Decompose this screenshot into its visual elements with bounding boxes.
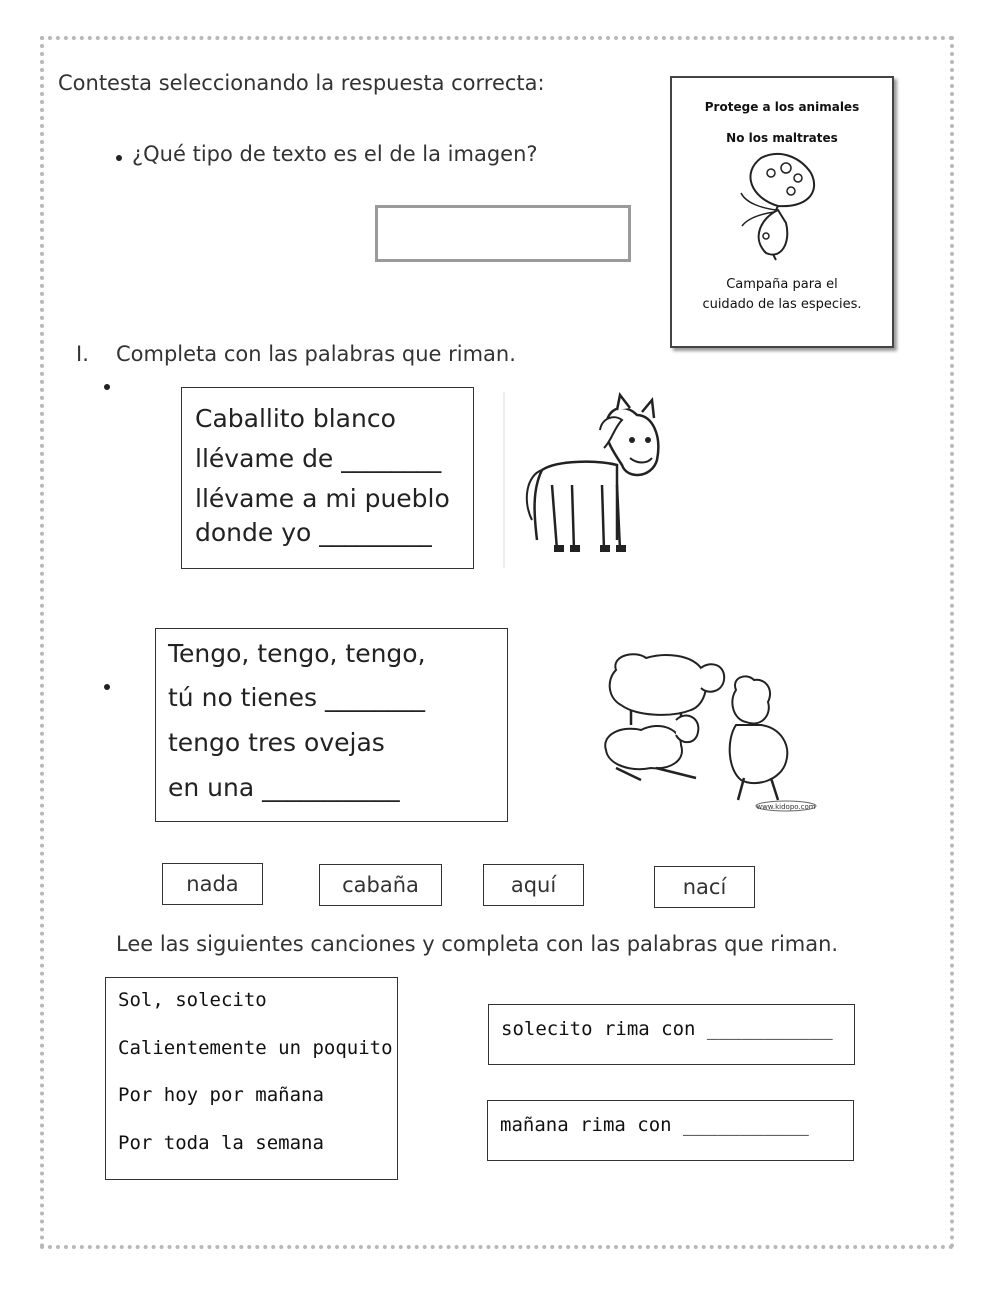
instructions: Contesta seleccionando la respuesta correcta: [58,71,545,95]
answer-dropdown[interactable] [375,205,631,262]
word-label: cabaña [342,873,419,897]
section-title: Completa con las palabras que riman. [116,342,516,366]
poem-line: Caballito blanco [195,404,396,433]
word-option[interactable] [162,863,263,905]
poem-line: en una ___________ [168,773,400,802]
word-label: aquí [510,873,557,897]
word-option[interactable] [483,864,584,906]
horse-icon [502,390,672,572]
poem-line: tú no tienes ________ [168,683,426,712]
sheep-credit: www.kidopo.com [756,803,816,811]
poem-line: llévame de ________ [195,444,442,473]
word-label: nací [682,875,727,899]
butterfly-icon [736,148,832,268]
poster-line-1: Protege a los animales [704,100,860,114]
song-box [105,977,398,1180]
poem-line: llévame a mi pueblo [195,484,450,513]
rhyme-box[interactable] [488,1004,855,1065]
poem-line: Tengo, tengo, tengo, [168,639,426,668]
campaign-poster [670,76,894,348]
poem-line: tengo tres ovejas [168,728,385,757]
word-option[interactable] [319,864,442,906]
song-line: Por toda la semana [118,1132,324,1154]
song-line: Calientemente un poquito [118,1037,393,1059]
bullet [104,684,110,690]
section-numeral: I. [76,342,89,366]
song-line: Por hoy por mañana [118,1084,324,1106]
poster-line-2: No los maltrates [726,131,838,145]
word-option[interactable] [654,866,755,908]
sheep-icon [596,650,820,820]
bullet [116,155,122,161]
poem-box-sheep [155,628,508,822]
rhyme-text: mañana rima con ___________ [500,1114,809,1136]
poem-line: donde yo _________ [195,518,432,547]
poem-box-horse [181,387,474,569]
word-label: nada [186,872,239,896]
song-line: Sol, solecito [118,989,267,1011]
section2-title: Lee las siguientes canciones y completa con las palabras que riman. [116,932,839,956]
poster-line-4: cuidado de las especies. [702,297,862,312]
poster-line-3: Campaña para el [726,277,838,292]
rhyme-box[interactable] [487,1100,854,1161]
question-text: ¿Qué tipo de texto es el de la imagen? [132,142,538,166]
bullet [104,384,110,390]
rhyme-text: solecito rima con ___________ [501,1018,833,1040]
